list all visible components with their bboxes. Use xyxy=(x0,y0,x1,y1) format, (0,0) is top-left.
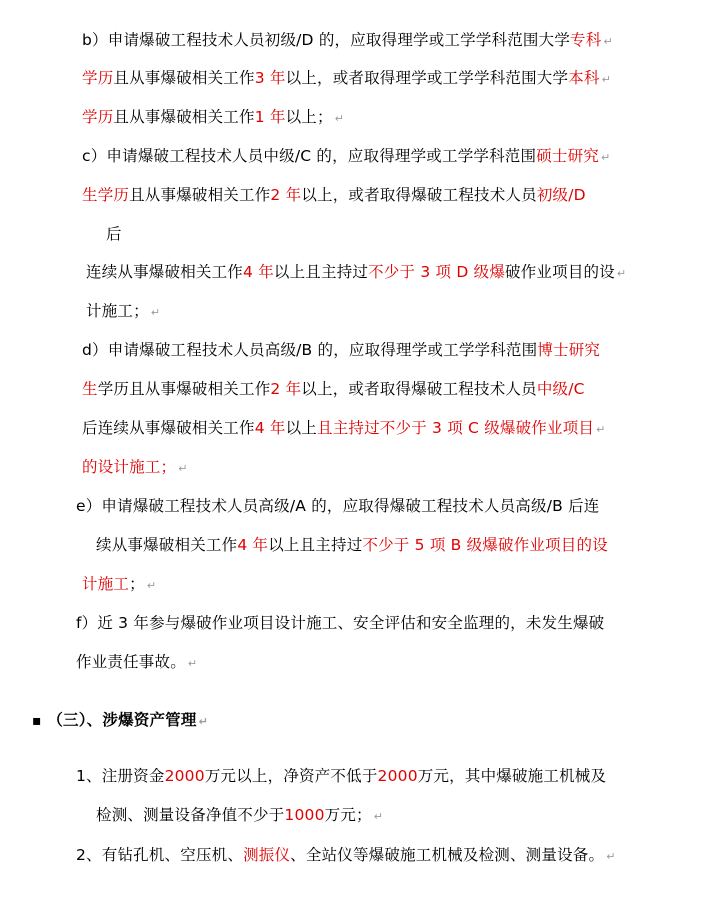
paragraph-mark-icon: ↵ xyxy=(606,850,616,863)
item-c-text: 以上，或者取得爆破工程技术人员 xyxy=(301,186,537,204)
item-c-highlight: 2 年 xyxy=(270,186,302,204)
item-e-line-1 xyxy=(76,496,599,516)
item-c-highlight: 生学历 xyxy=(82,186,130,204)
item-b-highlight: 学历 xyxy=(82,108,114,126)
item-d-line-4 xyxy=(82,457,188,479)
asset-1-text: 万元，其中爆破施工机械及 xyxy=(417,767,607,785)
paragraph-mark-icon: ↵ xyxy=(178,462,188,475)
item-d-line-2 xyxy=(82,379,585,399)
item-e-highlight: 4 年 xyxy=(237,536,269,554)
item-c-highlight: 硕士研究 xyxy=(536,147,600,165)
item-d-text: 学历且从事爆破相关工作 xyxy=(97,380,271,398)
item-b-line-1 xyxy=(82,30,613,52)
asset-2-text: 、全站仪等爆破施工机械及检测、测量设备。 xyxy=(290,846,605,864)
item-d-highlight: 且主持过不少于 3 项 C 级爆破作业项目 xyxy=(317,419,595,437)
item-c-text: 以上且主持过 xyxy=(273,263,369,281)
item-d-highlight: 的设计施工； xyxy=(82,458,177,476)
item-e-text: 以上且主持过 xyxy=(268,536,363,554)
paragraph-mark-icon: ↵ xyxy=(198,715,208,728)
item-b-line-3 xyxy=(82,107,344,129)
item-b-highlight: 3 年 xyxy=(254,69,286,87)
item-f-line-2 xyxy=(76,652,197,674)
paragraph-mark-icon: ↵ xyxy=(601,151,611,164)
item-b-text: 以上； xyxy=(285,108,333,126)
section-heading xyxy=(32,710,208,732)
asset-1-highlight: 1000 xyxy=(284,806,325,824)
item-b-text: b）申请爆破工程技术人员初级/D 的，应取得理学或工学学科范围大学 xyxy=(82,31,571,49)
item-c-text: c）申请爆破工程技术人员中级/C 的，应取得理学或工学学科范围 xyxy=(82,147,537,165)
asset-2-highlight: 测振仪 xyxy=(243,846,291,864)
paragraph-mark-icon: ↵ xyxy=(334,112,345,125)
bullet-icon: ▪ xyxy=(32,713,42,729)
item-e-highlight: 不少于 5 项 B 级爆破作业项目的设 xyxy=(362,536,608,554)
asset-1-text: 万元以上，净资产不低于 xyxy=(204,767,378,785)
paragraph-mark-icon: ↵ xyxy=(373,810,384,823)
item-c-highlight: 初级/D xyxy=(536,186,586,204)
item-c-highlight: 4 年 xyxy=(243,263,274,281)
item-b-highlight: 1 年 xyxy=(254,108,286,126)
item-c-line-2 xyxy=(82,185,586,205)
item-f-text: f）近 3 年参与爆破作业项目设计施工、安全评估和安全监理的，未发生爆破 xyxy=(76,614,605,632)
item-e-line-3 xyxy=(82,574,156,596)
item-c-text: 计施工； xyxy=(86,302,149,320)
item-c-text: 且从事爆破相关工作 xyxy=(129,186,271,204)
item-d-highlight: 博士研究 xyxy=(537,341,601,359)
asset-1-text: 万元； xyxy=(324,806,372,824)
item-d-line-1 xyxy=(82,340,600,360)
item-b-text: 且从事爆破相关工作 xyxy=(113,69,255,87)
paragraph-mark-icon: ↵ xyxy=(616,267,627,280)
asset-2-text: 2、有钻孔机、空压机、 xyxy=(76,846,244,864)
item-c-text: 破作业项目的设 xyxy=(505,263,615,281)
item-d-line-3 xyxy=(82,418,606,440)
item-c-line-5 xyxy=(86,301,160,323)
item-e-text: e）申请爆破工程技术人员高级/A 的，应取得爆破工程技术人员高级/B 后连 xyxy=(76,497,600,515)
asset-1-highlight: 2000 xyxy=(164,767,205,785)
item-d-highlight: 4 年 xyxy=(254,419,286,437)
item-b-text: 以上，或者取得理学或工学学科范围大学 xyxy=(285,69,569,87)
paragraph-mark-icon: ↵ xyxy=(596,423,606,436)
asset-1-highlight: 2000 xyxy=(377,767,418,785)
item-d-text: 以上 xyxy=(285,419,317,437)
paragraph-mark-icon: ↵ xyxy=(150,306,161,319)
item-e-text: ； xyxy=(129,575,145,593)
item-d-highlight: 2 年 xyxy=(270,380,302,398)
item-f-text: 作业责任事故。 xyxy=(76,653,186,671)
item-c-highlight: 不少于 3 项 D 级爆 xyxy=(368,263,506,281)
item-d-text: 以上，或者取得爆破工程技术人员 xyxy=(301,380,537,398)
asset-1-line-1 xyxy=(76,766,606,786)
item-c-line-1 xyxy=(82,146,610,168)
paragraph-mark-icon: ↵ xyxy=(601,73,612,86)
item-b-highlight: 本科 xyxy=(568,69,600,87)
item-b-highlight: 专科 xyxy=(570,31,602,49)
item-c-line-3 xyxy=(106,224,122,244)
item-c-text: 连续从事爆破相关工作 xyxy=(86,263,244,281)
asset-1-text: 1、注册资金 xyxy=(76,767,165,785)
asset-1-text: 检测、测量设备净值不少于 xyxy=(96,806,285,824)
item-b-highlight: 学历 xyxy=(82,69,114,87)
item-b-text: 且从事爆破相关工作 xyxy=(113,108,255,126)
item-d-highlight: 中级/C xyxy=(536,380,585,398)
item-d-text: 后连续从事爆破相关工作 xyxy=(82,419,255,437)
item-d-highlight: 生 xyxy=(82,380,98,398)
item-b-line-2 xyxy=(82,68,611,90)
item-c-line-4 xyxy=(86,262,626,284)
item-f-line-1 xyxy=(76,613,604,633)
asset-2-line-1 xyxy=(76,845,616,867)
item-e-highlight: 计施工 xyxy=(82,575,130,593)
paragraph-mark-icon: ↵ xyxy=(187,657,198,670)
asset-1-line-2 xyxy=(96,805,383,827)
paragraph-mark-icon: ↵ xyxy=(146,579,157,592)
item-d-text: d）申请爆破工程技术人员高级/B 的，应取得理学或工学学科范围 xyxy=(82,341,538,359)
item-e-text: 续从事爆破相关工作 xyxy=(96,536,238,554)
section-title: （三）、涉爆资产管理 xyxy=(47,711,197,729)
paragraph-mark-icon: ↵ xyxy=(603,35,613,48)
item-e-line-2 xyxy=(96,535,608,555)
item-c-text: 后 xyxy=(106,225,122,243)
